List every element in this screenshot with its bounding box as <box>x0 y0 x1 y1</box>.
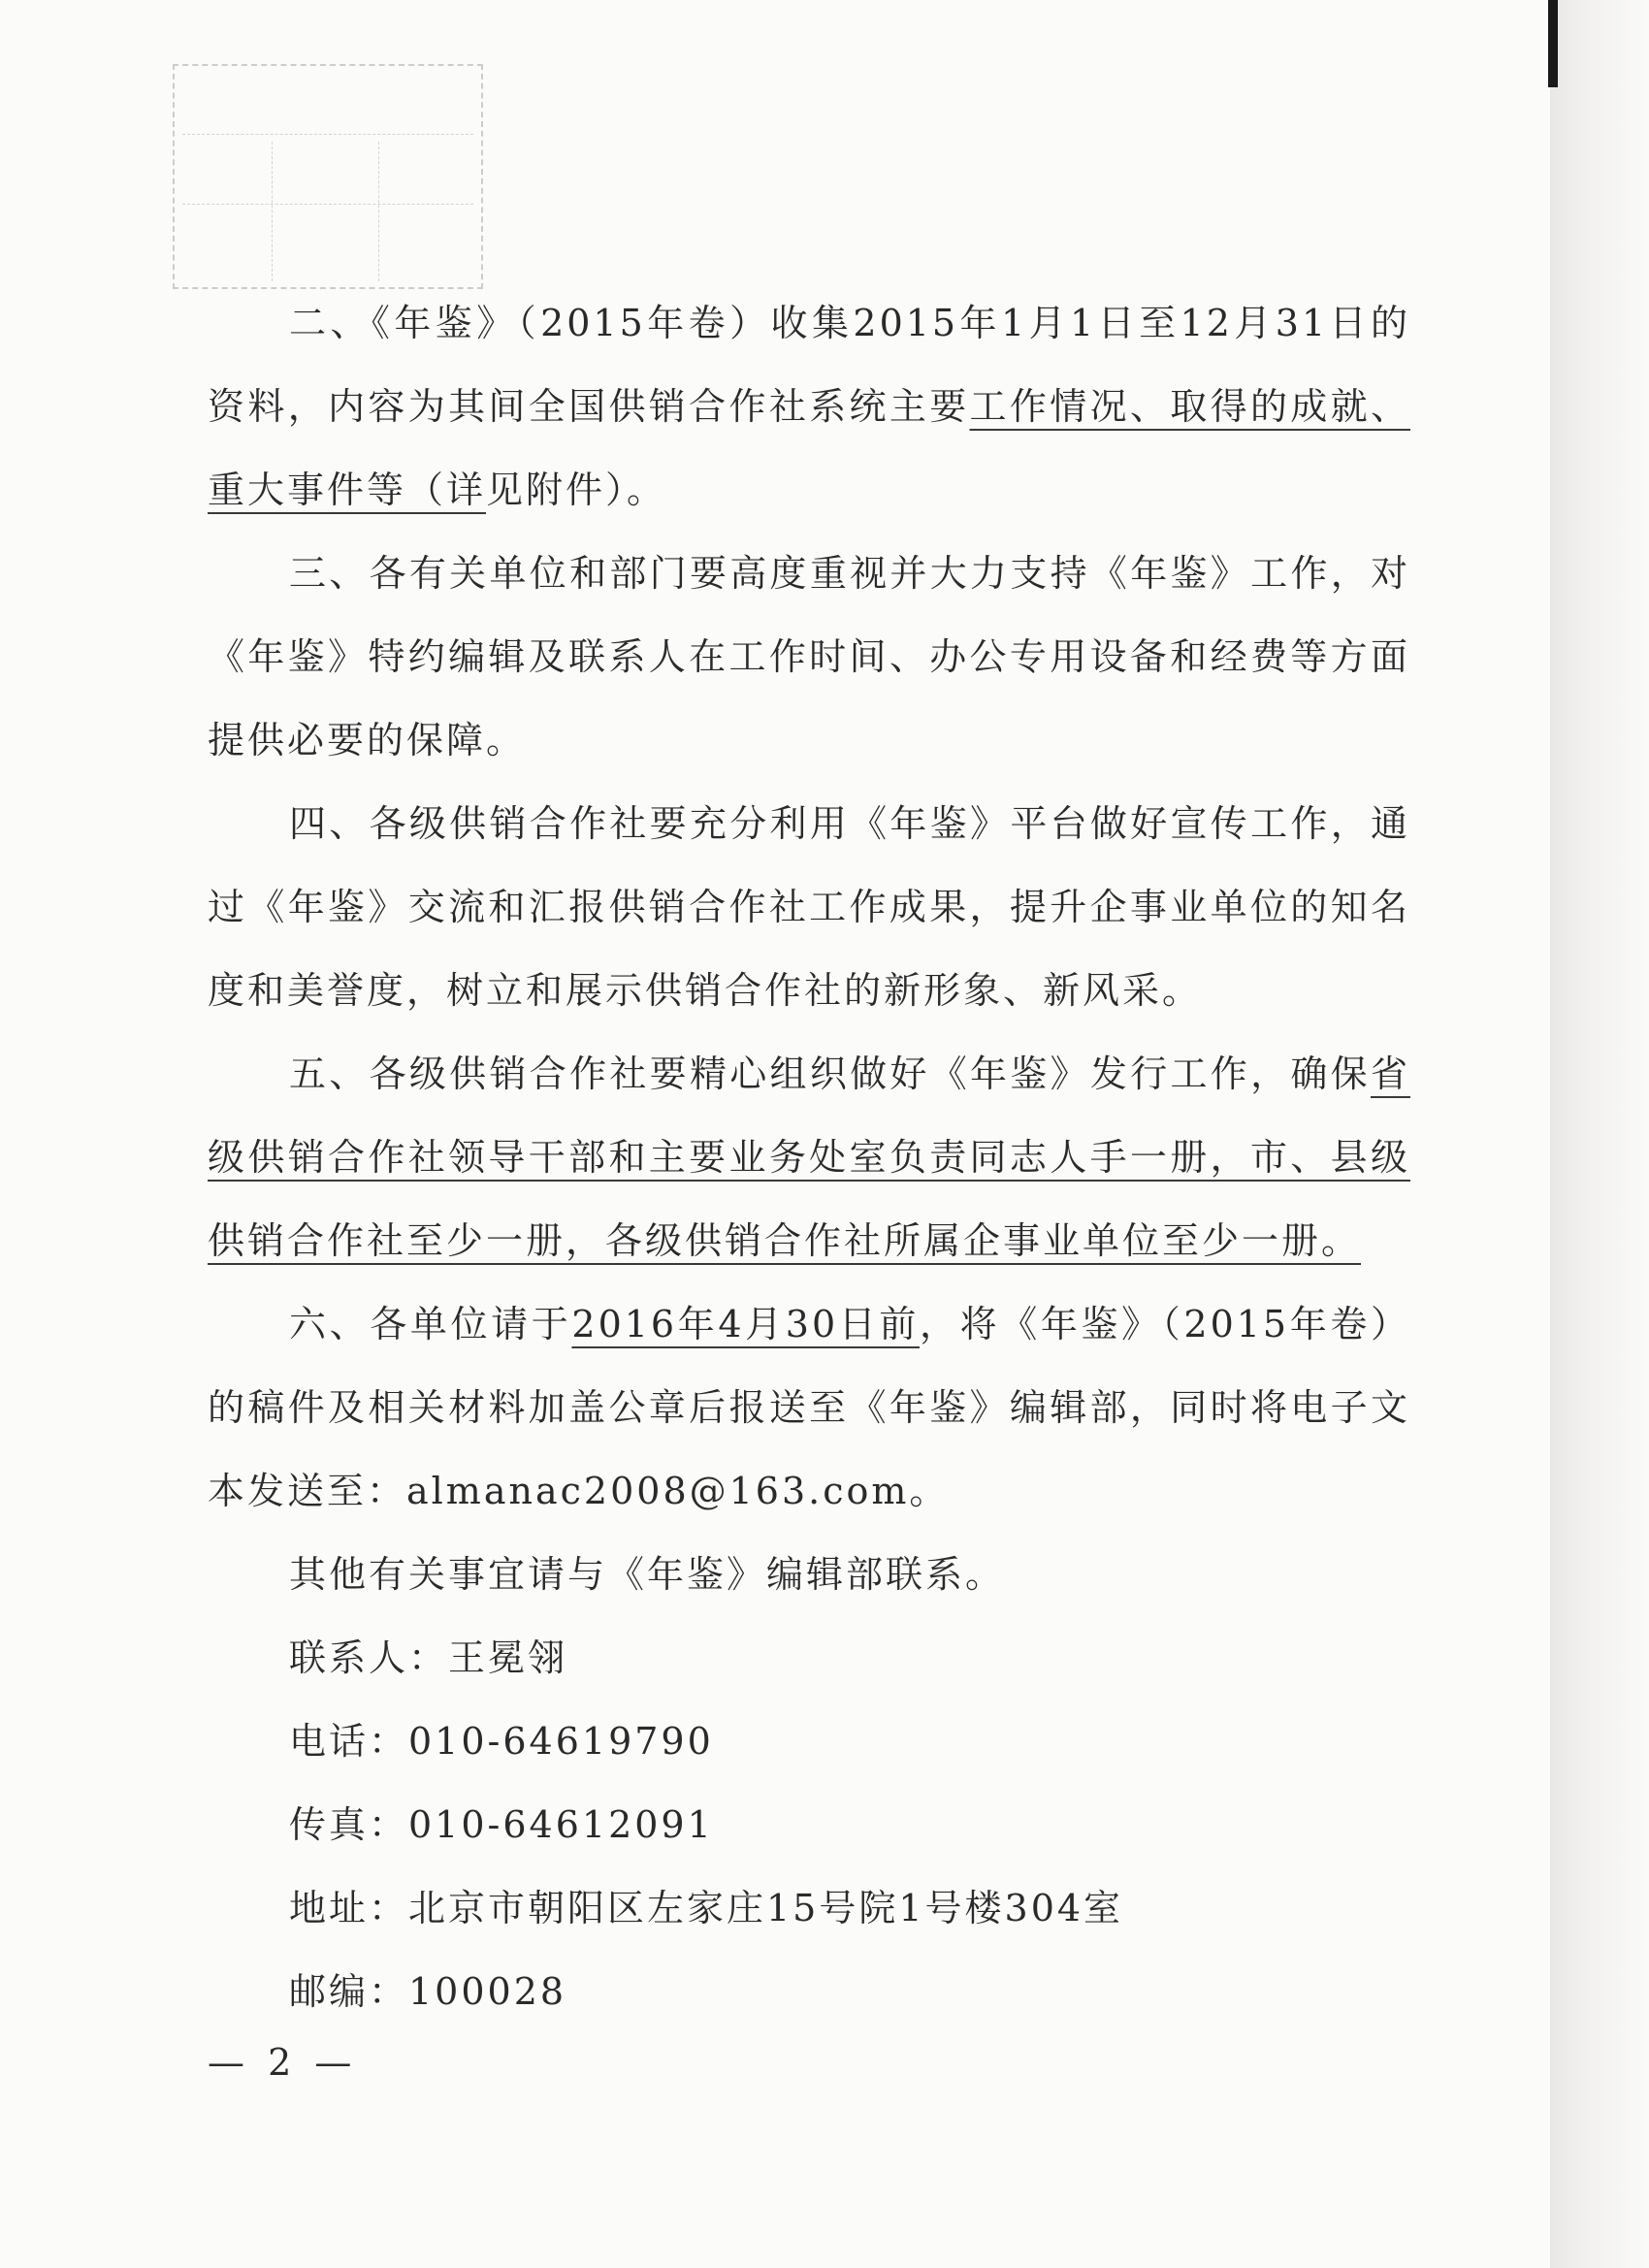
contact-phone: 电话：010-64619790 <box>289 1720 714 1763</box>
paragraph-6-text: 六、各单位请于 <box>289 1303 572 1345</box>
paragraph-6 <box>208 1282 1410 1533</box>
paragraph-2-underlined: 工作情况、取得的成就、重大事件等（详 <box>208 385 1410 511</box>
paragraph-4: 四、各级供销合作社要充分利用《年鉴》平台做好宣传工作，通过《年鉴》交流和汇报供销合作社工作成果，提升企事业单位的知名度和美誉度，树立和展示供销合作社的新形象、新风采。 <box>208 802 1410 1012</box>
paragraph-2-text-end: 见附件）。 <box>486 469 667 511</box>
paragraph-6-text-end: ，将《年鉴》（2015年卷）的稿件及相关材料加盖公章后报送至《年鉴》编辑部，同时将电子文本发送至：almanac2008@163.com。 <box>208 1303 1410 1512</box>
paragraph-5-text: 五、各级供销合作社要精心组织做好《年鉴》发行工作，确保 <box>289 1053 1371 1095</box>
page-number: — 2 — <box>208 2041 358 2084</box>
contact-fax: 传真：010-64612091 <box>289 1803 714 1846</box>
faded-stamp <box>173 64 483 289</box>
document-body <box>208 281 1410 2033</box>
contact-postcode: 邮编：100028 <box>289 1970 567 2013</box>
scan-corner-mark <box>1548 0 1558 87</box>
contact-address: 地址：北京市朝阳区左家庄15号院1号楼304室 <box>289 1887 1124 1929</box>
paragraph-5-underlined: 省级供销合作社领导干部和主要业务处室负责同志人手一册，市、县级供销合作社至少一册，各级供销合作社所属企事业单位至少一册。 <box>208 1053 1410 1262</box>
scan-edge-shadow <box>1550 0 1649 2268</box>
paragraph-2 <box>208 281 1410 532</box>
paragraph-6-deadline: 2016年4月30日前 <box>571 1303 921 1345</box>
paragraph-2-text: 二、《年鉴》（2015年卷）收集2015年1月1日至12月31日的资料，内容为其间全国供销合作社系统主要 <box>208 302 1410 428</box>
contact-person: 联系人：王冕翎 <box>289 1636 568 1679</box>
paragraph-5 <box>208 1032 1410 1282</box>
contact-intro: 其他有关事宜请与《年鉴》编辑部联系。 <box>289 1553 1006 1596</box>
paragraph-3: 三、各有关单位和部门要高度重视并大力支持《年鉴》工作，对《年鉴》特约编辑及联系人在工作时间、办公专用设备和经费等方面提供必要的保障。 <box>208 552 1410 761</box>
